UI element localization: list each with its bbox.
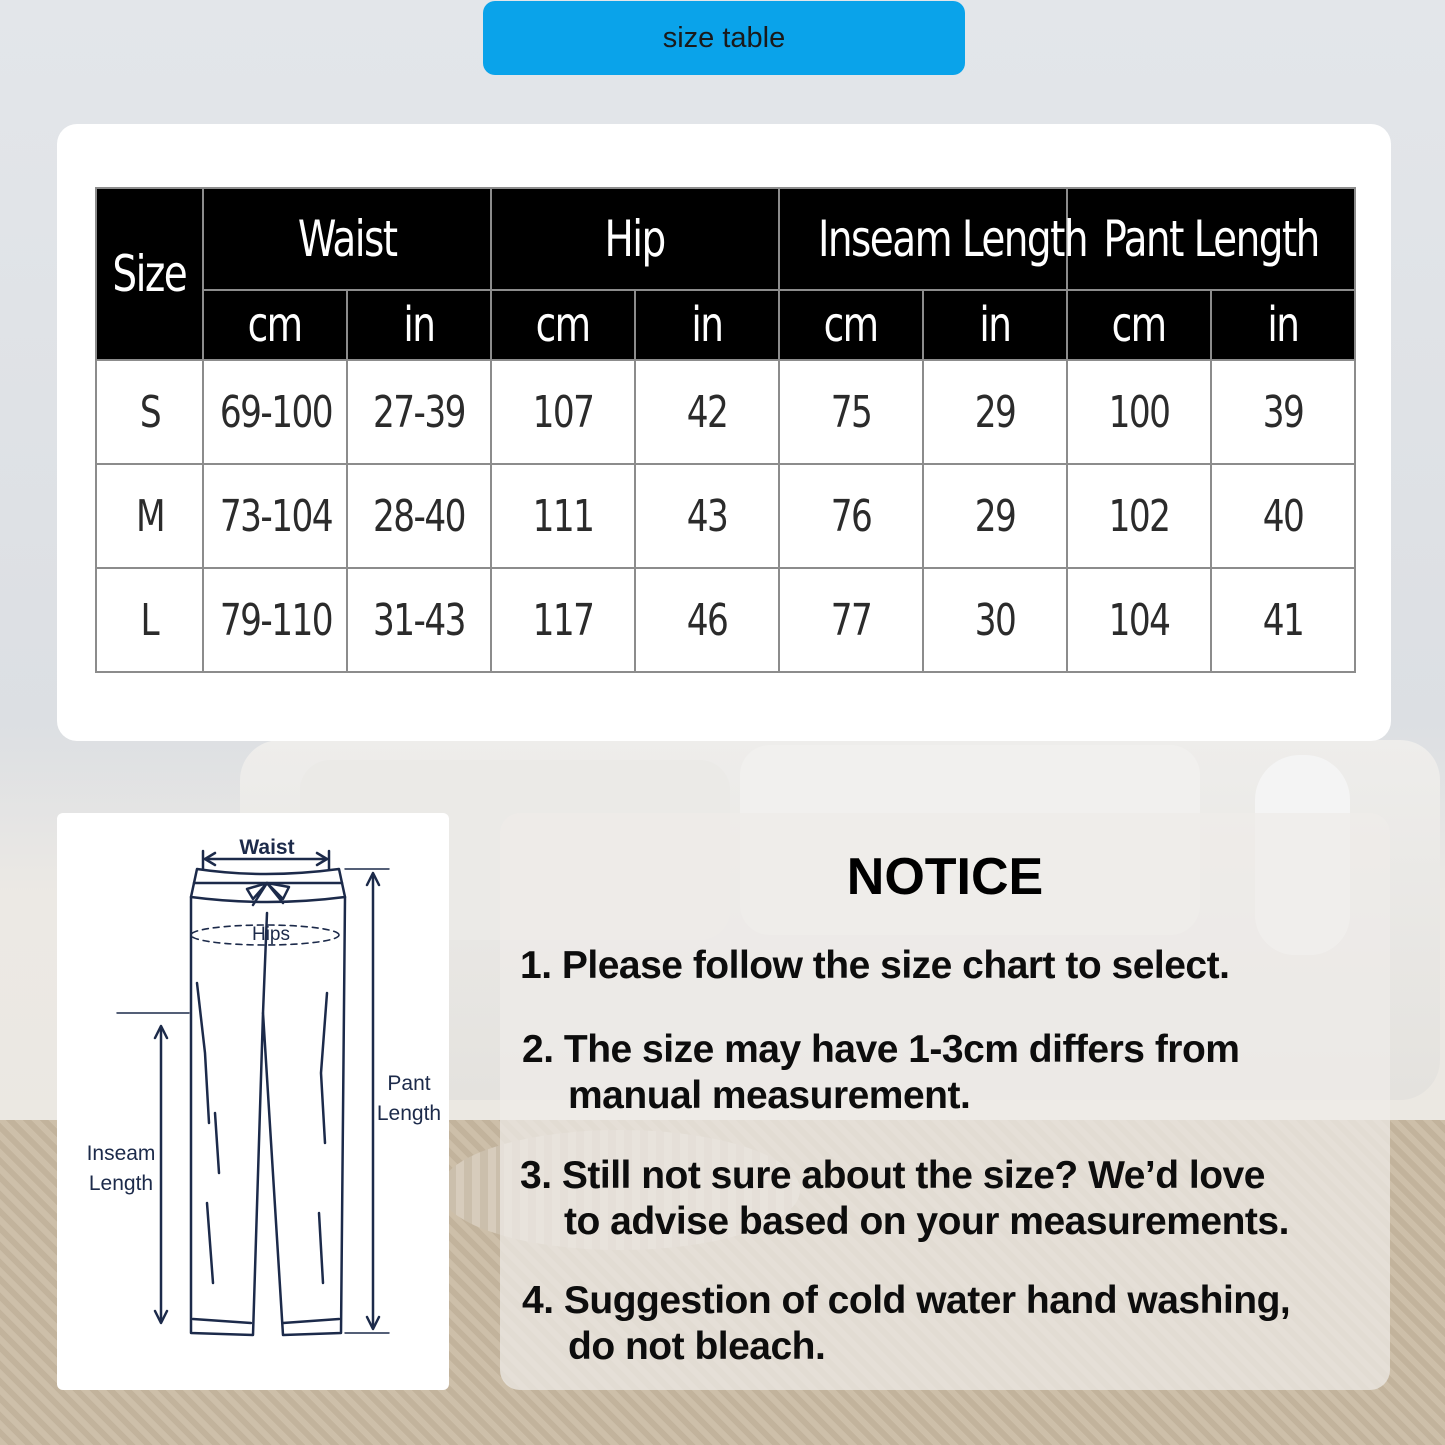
table-cell: 75 <box>779 360 923 464</box>
unit-cell: in <box>635 290 779 360</box>
table-cell: 102 <box>1067 464 1211 568</box>
waist-label: Waist <box>239 836 295 859</box>
unit-cell: in <box>923 290 1067 360</box>
notice-item-1: 1. Please follow the size chart to select. <box>520 944 1230 987</box>
size-table <box>95 187 1356 673</box>
table-cell: 28-40 <box>347 464 491 568</box>
table-cell: 46 <box>635 568 779 672</box>
table-cell: 40 <box>1211 464 1355 568</box>
table-cell: 79-110 <box>203 568 347 672</box>
table-cell: 76 <box>779 464 923 568</box>
table-cell: 104 <box>1067 568 1211 672</box>
unit-cell: cm <box>1067 290 1211 360</box>
notice-item-2: 2. The size may have 1-3cm differs from manual measurement. <box>522 1028 1240 1117</box>
table-cell: 111 <box>491 464 635 568</box>
notice-item-3: 3. Still not sure about the size? We’d love to advise based on your measurements. <box>520 1154 1289 1243</box>
table-cell: 29 <box>923 464 1067 568</box>
header-size: Size <box>96 188 203 360</box>
table-cell: 41 <box>1211 568 1355 672</box>
table-row <box>96 568 1355 672</box>
table-cell: 117 <box>491 568 635 672</box>
notice-item-4: 4. Suggestion of cold water hand washing, do not bleach. <box>522 1279 1291 1368</box>
unit-cell: in <box>347 290 491 360</box>
table-cell: 39 <box>1211 360 1355 464</box>
size-cell: S <box>96 360 203 464</box>
unit-cell: in <box>1211 290 1355 360</box>
table-cell: 31-43 <box>347 568 491 672</box>
table-unit-row <box>96 290 1355 360</box>
inseam-length-label: Inseam Length <box>86 1142 156 1195</box>
table-cell: 27-39 <box>347 360 491 464</box>
table-cell: 100 <box>1067 360 1211 464</box>
table-cell: 69-100 <box>203 360 347 464</box>
header-inseam-length: Inseam Length <box>779 188 1067 290</box>
table-row <box>96 464 1355 568</box>
pant-length-label: Pant Length <box>376 1072 442 1125</box>
size-table-card <box>57 124 1391 741</box>
size-table-title-text: size table <box>662 21 786 54</box>
header-pant-length: Pant Length <box>1067 188 1355 290</box>
measurement-diagram-card <box>57 813 449 1390</box>
size-cell: M <box>96 464 203 568</box>
table-cell: 107 <box>491 360 635 464</box>
unit-cell: cm <box>779 290 923 360</box>
table-header-row <box>96 188 1355 290</box>
header-waist: Waist <box>203 188 491 290</box>
size-table-title <box>483 1 965 75</box>
table-cell: 30 <box>923 568 1067 672</box>
table-cell: 43 <box>635 464 779 568</box>
notice-title: NOTICE <box>846 848 1044 906</box>
table-cell: 77 <box>779 568 923 672</box>
header-hip: Hip <box>491 188 779 290</box>
size-cell: L <box>96 568 203 672</box>
table-cell: 42 <box>635 360 779 464</box>
table-cell: 73-104 <box>203 464 347 568</box>
unit-cell: cm <box>203 290 347 360</box>
notice-card <box>500 813 1390 1390</box>
hips-label: Hips <box>251 924 290 945</box>
unit-cell: cm <box>491 290 635 360</box>
table-cell: 29 <box>923 360 1067 464</box>
table-row <box>96 360 1355 464</box>
